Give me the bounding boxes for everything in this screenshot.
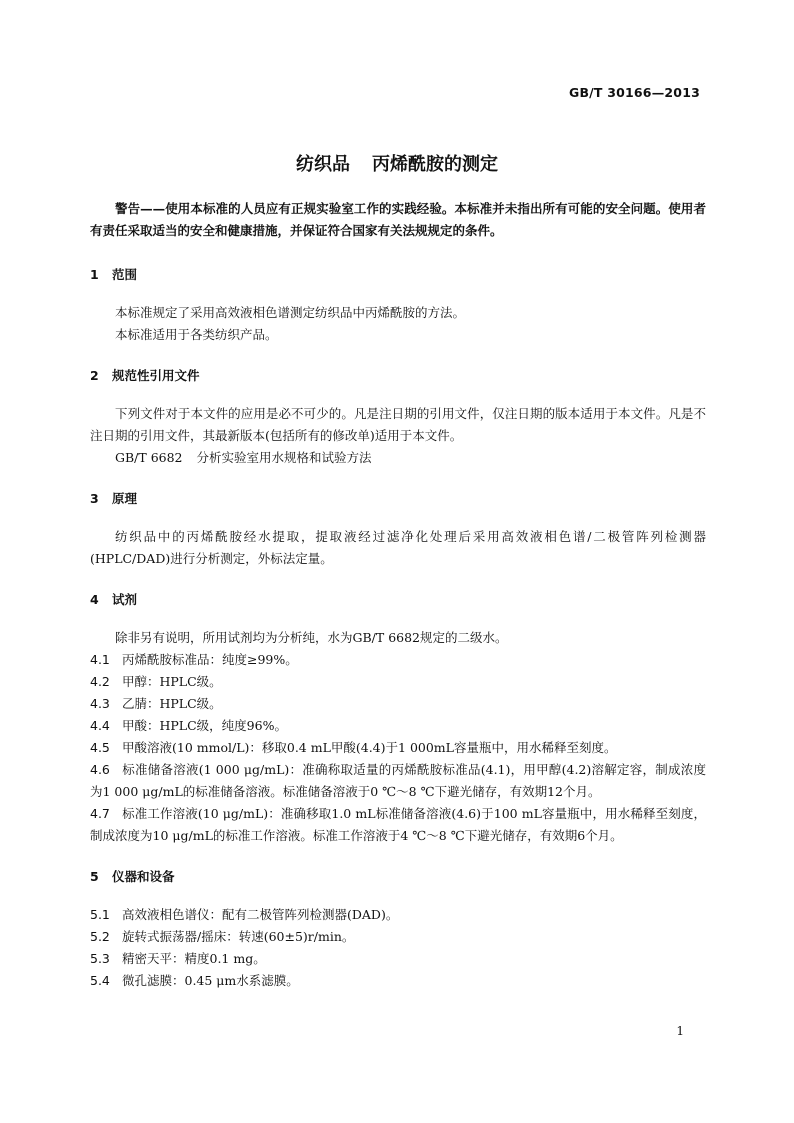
title-part-1: 纺织品 [296, 154, 350, 175]
section-apparatus [90, 866, 706, 992]
warning-paragraph: 警告——使用本标准的人员应有正规实验室工作的实践经验。本标准并未指出所有可能的安全问题。使用者有责任采取适当的安全和健康措施，并保证符合国家有关法规规定的条件。 [90, 201, 706, 238]
paragraph: 下列文件对于本文件的应用是必不可少的。凡是注日期的引用文件，仅注日期的版本适用于本文件。凡是不注日期的引用文件，其最新版本(包括所有的修改单)适用于本文件。 [90, 406, 706, 443]
reference-code: GB/T 6682 [115, 450, 183, 465]
reference-title: 分析实验室用水规格和试验方法 [196, 450, 372, 465]
standard-number: GB/T 30166—2013 [568, 85, 700, 100]
section-principle [90, 488, 706, 570]
section-heading: 3 原理 [90, 491, 138, 506]
paragraph: 除非另有说明，所用试剂均为分析纯，水为GB/T 6682规定的二级水。 [115, 630, 508, 645]
list-item: 4.6 标准储备溶液(1 000 μg/mL)：准确称取适量的丙烯酰胺标准品(4.1)，用甲醇(4.2)溶解定容，制成浓度为1 000 μg/mL的标准储备溶液。标准储备溶液于0 ℃～8 ℃下避光储存，有效期12个月。 [90, 762, 706, 799]
section-heading: 4 试剂 [90, 592, 138, 607]
list-item: 5.4 微孔滤膜：0.45 μm水系滤膜。 [90, 973, 299, 988]
document-title [0, 150, 794, 176]
paragraph: 本标准规定了采用高效液相色谱测定纺织品中丙烯酰胺的方法。 [115, 305, 466, 320]
list-item: 4.3 乙腈：HPLC级。 [90, 696, 222, 711]
list-item: 4.2 甲醇：HPLC级。 [90, 674, 222, 689]
section-heading: 1 范围 [90, 267, 138, 282]
list-item: 4.7 标准工作溶液(10 μg/mL)：准确移取1.0 mL标准储备溶液(4.6)于100 mL容量瓶中，用水稀释至刻度，制成浓度为10 μg/mL的标准工作溶液。标准工作溶液于4 ℃～8 ℃下避光储存，有效期6个月。 [90, 806, 706, 843]
list-item: 4.1 丙烯酰胺标准品：纯度≥99%。 [90, 652, 298, 667]
page-number: 1 [676, 1024, 684, 1038]
list-item: 4.5 甲酸溶液(10 mmol/L)：移取0.4 mL甲酸(4.4)于1 000mL容量瓶中，用水稀释至刻度。 [90, 740, 617, 755]
document-body [90, 198, 706, 992]
section-heading: 5 仪器和设备 [90, 869, 175, 884]
paragraph: 本标准适用于各类纺织产品。 [115, 327, 278, 342]
list-item: 5.3 精密天平：精度0.1 mg。 [90, 951, 266, 966]
section-normative-references [90, 365, 706, 469]
section-scope [90, 264, 706, 346]
section-heading: 2 规范性引用文件 [90, 368, 200, 383]
title-part-2: 丙烯酰胺的测定 [372, 154, 498, 175]
paragraph: 纺织品中的丙烯酰胺经水提取，提取液经过滤净化处理后采用高效液相色谱/二极管阵列检测器(HPLC/DAD)进行分析测定，外标法定量。 [90, 529, 706, 566]
list-item: 5.1 高效液相色谱仪：配有二极管阵列检测器(DAD)。 [90, 907, 399, 922]
section-reagents [90, 589, 706, 847]
list-item: 5.2 旋转式振荡器/摇床：转速(60±5)r/min。 [90, 929, 355, 944]
reference-entry [90, 447, 706, 469]
list-item: 4.4 甲酸：HPLC级，纯度96%。 [90, 718, 287, 733]
